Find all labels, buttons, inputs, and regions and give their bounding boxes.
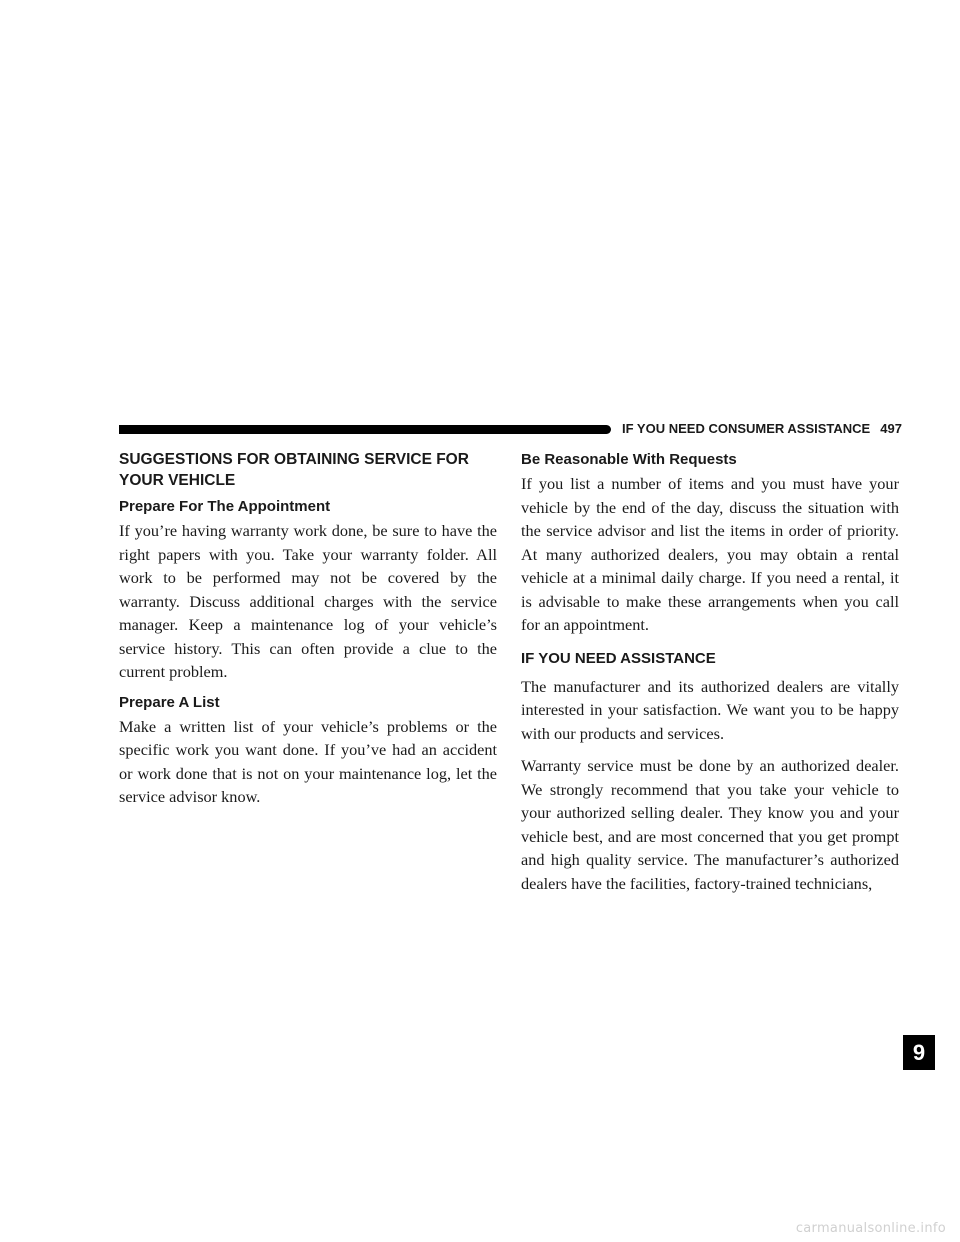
subheading-reasonable-requests: Be Reasonable With Requests xyxy=(521,451,737,468)
left-column xyxy=(119,449,497,818)
paragraph-prepare-appointment: If you’re having warranty work done, be sure to have the right papers with you. Take your warranty folder. All work to be performed may not be covered by the warranty. Discuss additional charges with the service manager. Keep a maintenance log of your vehicle’s service history. This can often provide a clue to the current problem. xyxy=(119,521,497,681)
paragraph-prepare-list: Make a written list of your vehicle’s problems or the specific work you want done. If you’ve had an accident or work done that is not on your maintenance log, let the service advisor know. xyxy=(119,716,497,806)
header-rule xyxy=(119,425,611,434)
section-title-service-suggestions: SUGGESTIONS FOR OBTAINING SERVICE FOR YOUR VEHICLE xyxy=(119,451,469,489)
running-header xyxy=(622,421,902,437)
watermark-text: carmanualsonline.info xyxy=(795,1221,946,1236)
subheading-prepare-appointment: Prepare For The Appointment xyxy=(119,498,331,515)
running-header-title: IF YOU NEED CONSUMER ASSISTANCE xyxy=(622,421,871,436)
section-title-need-assistance: IF YOU NEED ASSISTANCE xyxy=(521,649,716,667)
paragraph-assistance-1: The manufacturer and its authorized dealers are vitally interested in your satisfaction. We want you to be happy with our products and services. xyxy=(521,676,899,743)
right-column xyxy=(521,449,899,904)
paragraph-reasonable-requests: If you list a number of items and you must have your vehicle by the end of the day, discuss the situation with the service advisor and list the items in order of priority. At many authorized dealers, you may obtain a rental vehicle at a minimal daily charge. If you need a rental, it is advisable to make these arrangements when you call for an appointment. xyxy=(521,474,899,634)
page-number: 497 xyxy=(880,421,902,436)
chapter-tab: 9 xyxy=(903,1035,935,1070)
subheading-prepare-list: Prepare A List xyxy=(119,693,220,711)
paragraph-assistance-2: Warranty service must be done by an authorized dealer. We strongly recommend that you take your vehicle to your authorized selling dealer. They know you and your vehicle best, and are most concerned that you get prompt and high quality service. The manufacturer’s authorized dealers have the facilities, factory-trained technicians, xyxy=(521,756,899,893)
